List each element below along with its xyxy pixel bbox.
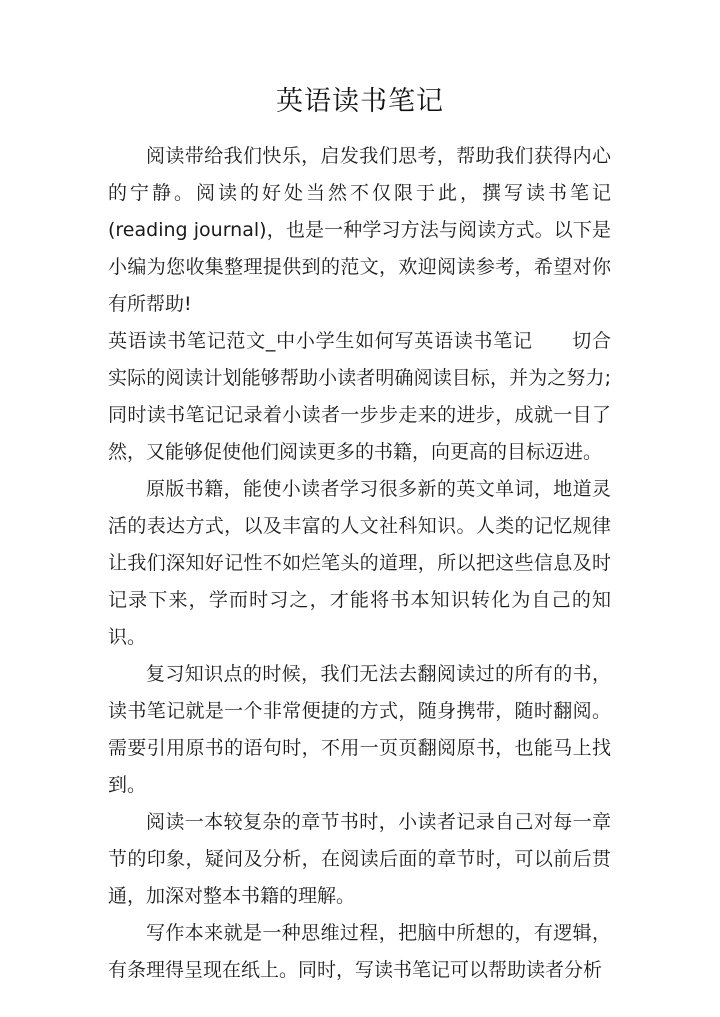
- document-title: 英语读书笔记: [276, 86, 444, 117]
- paragraph-review: 复习知识点的时候，我们无法去翻阅读过的所有的书，读书笔记就是一个非常便捷的方式，随身携带，随时翻阅。需要引用原书的语句时，不用一页页翻阅原书，也能马上找到。: [108, 663, 611, 796]
- paragraph-chapter-books: 阅读一本较复杂的章节书时，小读者记录自己对每一章节的印象，疑问及分析，在阅读后面的章节时，可以前后贯通，加深对整本书籍的理解。: [108, 811, 611, 907]
- paragraph-intro: 阅读带给我们快乐，启发我们思考，帮助我们获得内心的宁静。阅读的好处当然不仅限于此，撰写读书笔记(reading journal)，也是一种学习方法与阅读方式。以下是小编为您收集整理提供到的范文，欢迎阅读参考，希望对你有所帮助!: [108, 145, 611, 315]
- paragraph-reading-plan: 英语读书笔记范文_中小学生如何写英语读书笔记 切合实际的阅读计划能够帮助小读者明确阅读目标，并为之努力;同时读书笔记记录着小读者一步步走来的进步，成就一目了然，又能够促使他们阅读更多的书籍，向更高的目标迈进。: [108, 330, 611, 463]
- paragraph-writing: 写作本来就是一种思维过程，把脑中所想的，有逻辑，有条理得呈现在纸上。同时，写读书笔记可以帮助读者分析: [108, 922, 611, 981]
- document-body: [108, 138, 611, 989]
- paragraph-original-books: 原版书籍，能使小读者学习很多新的英文单词，地道灵活的表达方式，以及丰富的人文社科知识。人类的记忆规律让我们深知好记性不如烂笔头的道理，所以把这些信息及时记录下来，学而时习之，才能将书本知识转化为自己的知识。: [108, 478, 611, 648]
